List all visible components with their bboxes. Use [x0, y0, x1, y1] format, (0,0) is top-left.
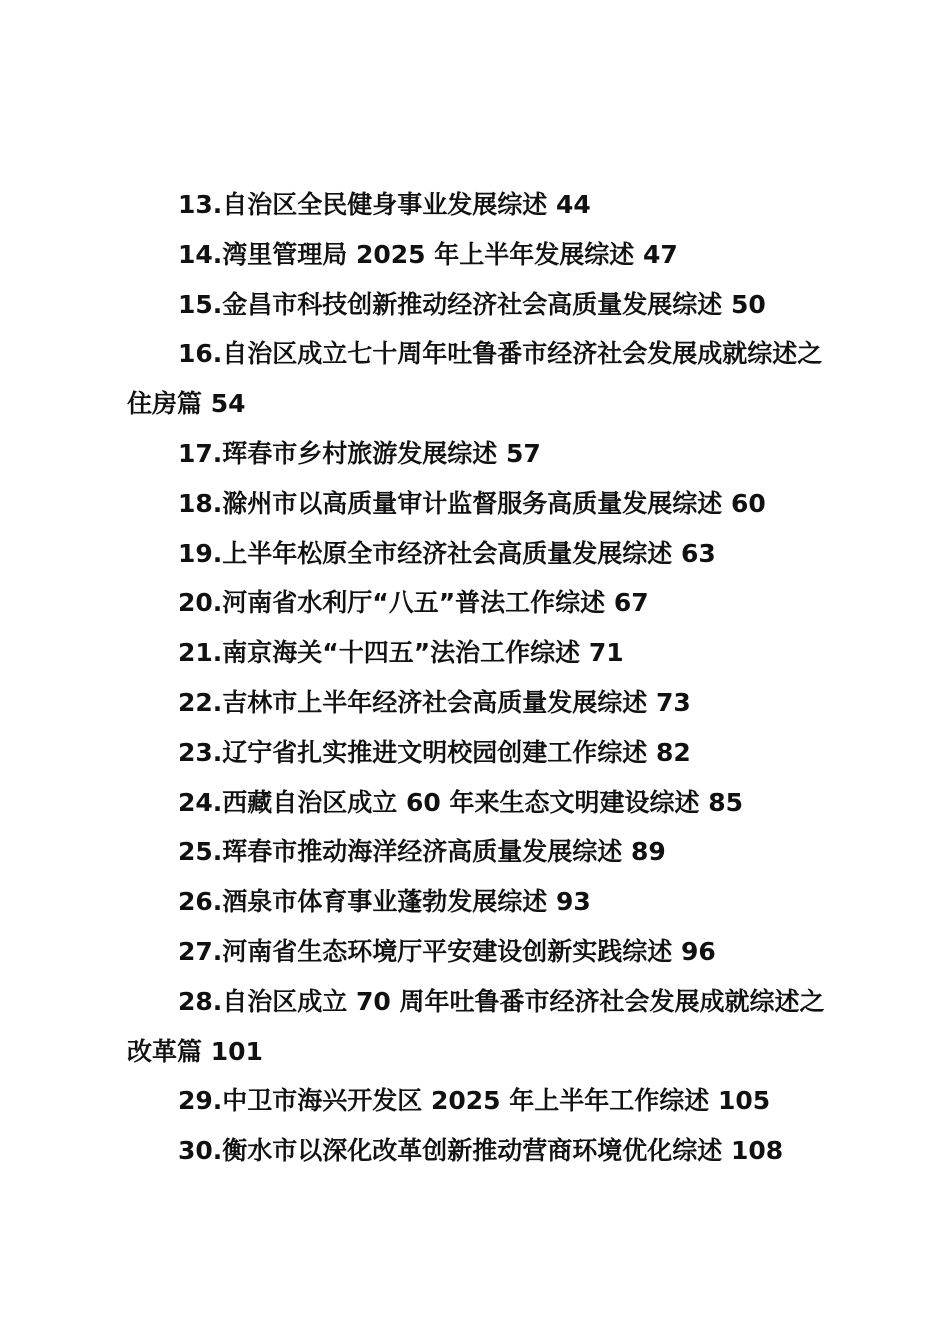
- toc-entry[interactable]: 29.中卫市海兴开发区 2025 年上半年工作综述 105: [178, 1086, 771, 1116]
- toc-entry[interactable]: 23.辽宁省扎实推进文明校园创建工作综述 82: [178, 737, 691, 767]
- toc-entry[interactable]: 28.自治区成立 70 周年吐鲁番市经济社会发展成就综述之改革篇 101: [127, 986, 825, 1066]
- toc-entry[interactable]: 19.上半年松原全市经济社会高质量发展综述 63: [178, 538, 716, 568]
- toc-entry[interactable]: 30.衡水市以深化改革创新推动营商环境优化综述 108: [178, 1136, 784, 1166]
- toc-entry[interactable]: 17.珲春市乡村旅游发展综述 57: [178, 438, 541, 468]
- toc-entry[interactable]: 25.珲春市推动海洋经济高质量发展综述 89: [178, 837, 666, 867]
- toc-entry[interactable]: 13.自治区全民健身事业发展综述 44: [178, 190, 591, 219]
- toc-entry[interactable]: 21.南京海关“十四五”法治工作综述 71: [178, 638, 624, 668]
- toc-entry[interactable]: 14.湾里管理局 2025 年上半年发展综述 47: [178, 239, 678, 269]
- toc-entry[interactable]: 16.自治区成立七十周年吐鲁番市经济社会发展成就综述之住房篇 54: [127, 339, 823, 419]
- toc-entry[interactable]: 24.西藏自治区成立 60 年来生态文明建设综述 85: [178, 787, 743, 817]
- toc-entry[interactable]: 18.滁州市以高质量审计监督服务高质量发展综述 60: [178, 488, 766, 518]
- toc-entry[interactable]: 22.吉林市上半年经济社会高质量发展综述 73: [178, 687, 691, 717]
- table-of-contents: [127, 180, 847, 1176]
- toc-entry[interactable]: 15.金昌市科技创新推动经济社会高质量发展综述 50: [178, 289, 766, 319]
- toc-entry[interactable]: 26.酒泉市体育事业蓬勃发展综述 93: [178, 887, 591, 917]
- toc-entry[interactable]: 20.河南省水利厅“八五”普法工作综述 67: [178, 588, 649, 618]
- toc-entry[interactable]: 27.河南省生态环境厅平安建设创新实践综述 96: [178, 936, 716, 966]
